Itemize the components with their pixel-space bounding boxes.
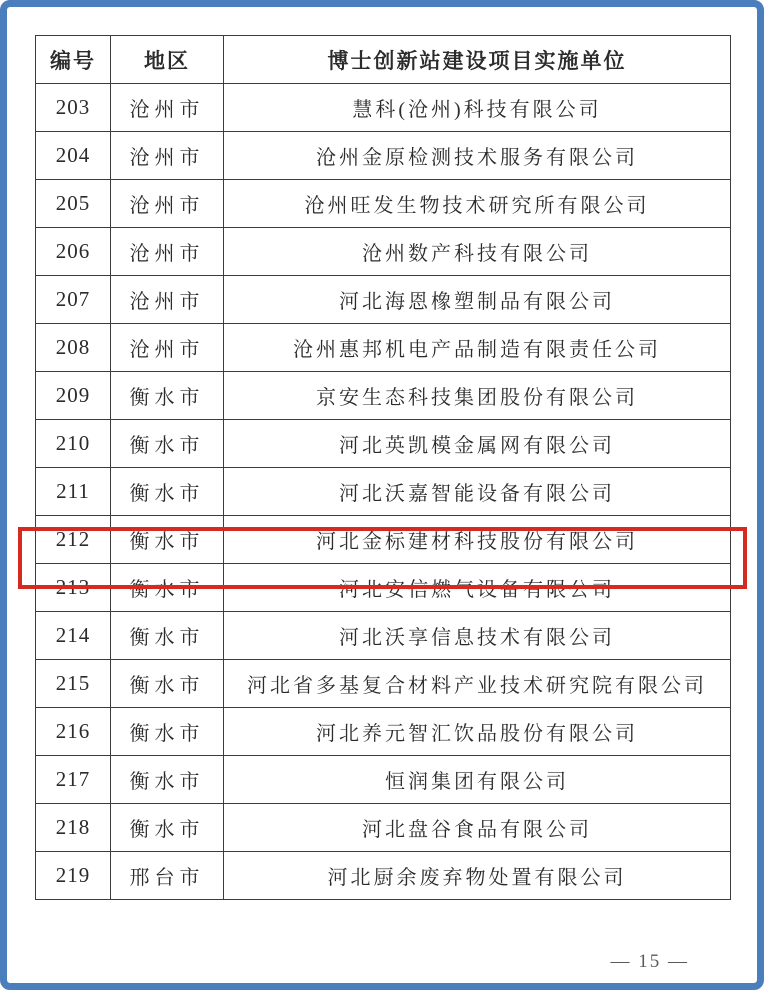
- row-unit: 河北金标建材科技股份有限公司: [224, 516, 731, 564]
- table-row: [36, 132, 731, 180]
- header-region: 地区: [111, 36, 224, 84]
- row-number: 210: [36, 420, 111, 468]
- table-row: [36, 84, 731, 132]
- row-region: 衡水市: [111, 708, 224, 756]
- row-number: 205: [36, 180, 111, 228]
- row-region: 衡水市: [111, 468, 224, 516]
- table-row: [36, 852, 731, 900]
- row-region: 沧州市: [111, 132, 224, 180]
- row-number: 214: [36, 612, 111, 660]
- row-region: 衡水市: [111, 516, 224, 564]
- row-number: 211: [36, 468, 111, 516]
- row-number: 217: [36, 756, 111, 804]
- table-body: [36, 84, 731, 900]
- row-region: 沧州市: [111, 84, 224, 132]
- table-row: [36, 804, 731, 852]
- table-row: [36, 324, 731, 372]
- table-row: [36, 756, 731, 804]
- row-number: 207: [36, 276, 111, 324]
- row-unit: 京安生态科技集团股份有限公司: [224, 372, 731, 420]
- page-number: — 15 —: [610, 951, 689, 972]
- row-unit: 慧科(沧州)科技有限公司: [224, 84, 731, 132]
- row-number: 209: [36, 372, 111, 420]
- row-unit: 河北省多基复合材料产业技术研究院有限公司: [224, 660, 731, 708]
- table-row: [36, 420, 731, 468]
- row-number: 206: [36, 228, 111, 276]
- row-number: 208: [36, 324, 111, 372]
- table-row: [36, 228, 731, 276]
- row-unit: 河北盘谷食品有限公司: [224, 804, 731, 852]
- row-region: 衡水市: [111, 564, 224, 612]
- row-number: 218: [36, 804, 111, 852]
- row-region: 沧州市: [111, 324, 224, 372]
- row-unit: 河北海恩橡塑制品有限公司: [224, 276, 731, 324]
- table-header-row: [36, 36, 731, 84]
- row-region: 衡水市: [111, 660, 224, 708]
- row-region: 衡水市: [111, 756, 224, 804]
- row-region: 衡水市: [111, 420, 224, 468]
- row-number: 216: [36, 708, 111, 756]
- innovation-station-table: [35, 35, 731, 900]
- row-number: 204: [36, 132, 111, 180]
- table-row: [36, 564, 731, 612]
- row-unit: 沧州金原检测技术服务有限公司: [224, 132, 731, 180]
- row-unit: 河北沃嘉智能设备有限公司: [224, 468, 731, 516]
- row-unit: 河北沃享信息技术有限公司: [224, 612, 731, 660]
- row-unit: 河北厨余废弃物处置有限公司: [224, 852, 731, 900]
- table-row: [36, 660, 731, 708]
- row-region: 邢台市: [111, 852, 224, 900]
- row-unit: 河北养元智汇饮品股份有限公司: [224, 708, 731, 756]
- header-unit: 博士创新站建设项目实施单位: [224, 36, 731, 84]
- row-number: 219: [36, 852, 111, 900]
- row-unit: 恒润集团有限公司: [224, 756, 731, 804]
- table-row: [36, 276, 731, 324]
- table-row: [36, 708, 731, 756]
- row-region: 衡水市: [111, 804, 224, 852]
- row-region: 沧州市: [111, 228, 224, 276]
- row-unit: 河北安信燃气设备有限公司: [224, 564, 731, 612]
- table-row: [36, 468, 731, 516]
- row-region: 衡水市: [111, 372, 224, 420]
- row-unit: 沧州数产科技有限公司: [224, 228, 731, 276]
- row-unit: 沧州旺发生物技术研究所有限公司: [224, 180, 731, 228]
- row-unit: 沧州惠邦机电产品制造有限责任公司: [224, 324, 731, 372]
- row-region: 沧州市: [111, 276, 224, 324]
- row-number: 203: [36, 84, 111, 132]
- row-region: 沧州市: [111, 180, 224, 228]
- table-row: [36, 612, 731, 660]
- row-number: 213: [36, 564, 111, 612]
- row-number: 215: [36, 660, 111, 708]
- row-region: 衡水市: [111, 612, 224, 660]
- table-row-highlighted: [36, 516, 731, 564]
- table-row: [36, 180, 731, 228]
- row-unit: 河北英凯模金属网有限公司: [224, 420, 731, 468]
- row-number: 212: [36, 516, 111, 564]
- header-number: 编号: [36, 36, 111, 84]
- table-row: [36, 372, 731, 420]
